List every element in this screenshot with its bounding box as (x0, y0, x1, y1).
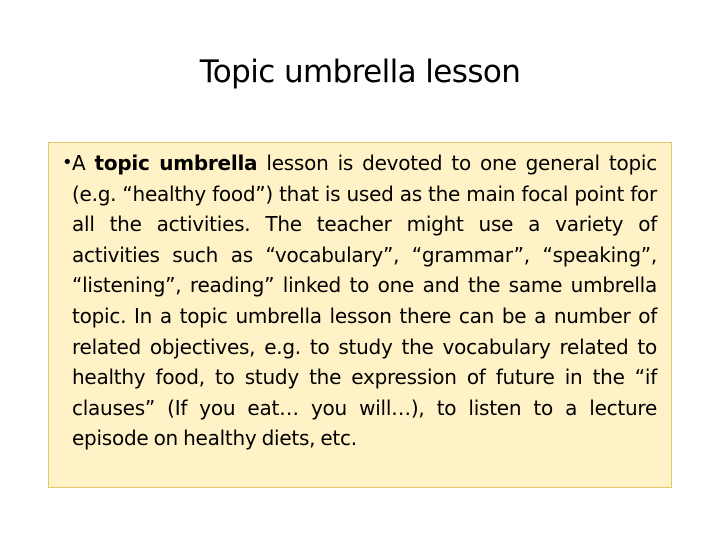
bullet-paragraph (72, 148, 657, 454)
slide-title: Topic umbrella lesson (199, 54, 521, 90)
paragraph-body: lesson is devoted to one general topic (e.g. “healthy food”) that is used as the main focal point for all the activities. The teacher might use a variety of activities such as “vocabulary”, “grammar”, “speaking”, “listening”, reading” linked to one and the same umbrella topic. In a topic umbrella lesson there can be a number of related objectives, e.g. to study the vocabulary related to healthy food, to study the expression of future in the “if clauses” (If you eat… you will…), to listen to a lecture episode on healthy diets, etc. (72, 151, 657, 451)
paragraph-lead: A (72, 151, 95, 175)
content-box (48, 142, 672, 488)
paragraph-emphasis: topic umbrella (94, 151, 258, 175)
bullet-marker: • (62, 152, 73, 173)
